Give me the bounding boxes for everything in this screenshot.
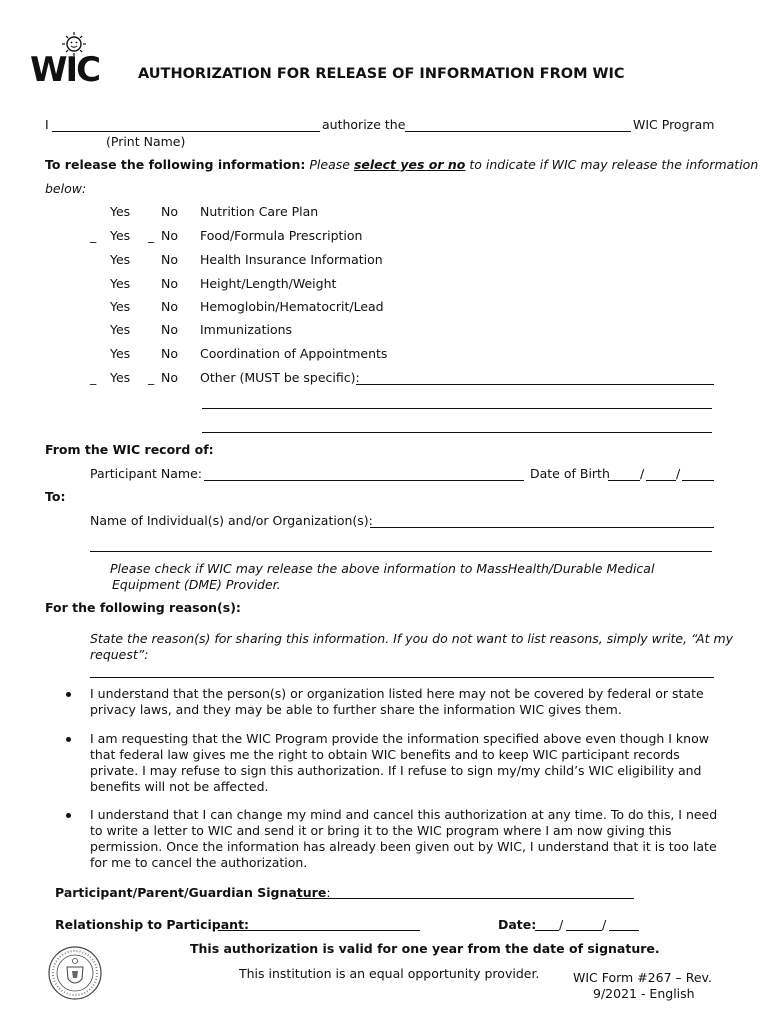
item-label-0: Nutrition Care Plan	[200, 204, 319, 219]
no-mark-1[interactable]: _	[148, 228, 155, 243]
validity-note: This authorization is valid for one year from the date of signature.	[190, 941, 660, 956]
reasons-heading: For the following reason(s):	[45, 600, 241, 615]
bullet-icon	[66, 692, 71, 697]
recipient-name-field-2[interactable]	[90, 551, 712, 552]
reasons-instructions-line2: request”:	[90, 647, 149, 662]
acknowledgement-2-line-0: I understand that I can change my mind and cancel this authorization at any time. To do this, I need	[90, 807, 718, 822]
acknowledgement-1-line-3: benefits will not be affected.	[90, 779, 269, 794]
recipient-name-field[interactable]	[370, 527, 714, 528]
yes-option-3[interactable]: Yes	[110, 276, 131, 291]
acknowledgement-2-line-2: permission. Once the information has already been given out by WIC, I understand that it is too late	[90, 839, 717, 854]
page-title: AUTHORIZATION FOR RELEASE OF INFORMATION FROM WIC	[138, 66, 625, 82]
item-label-5: Immunizations	[200, 322, 293, 337]
release-lead-line2: below:	[45, 181, 87, 196]
equal-opportunity-note: This institution is an equal opportunity provider.	[239, 966, 540, 981]
bullet-icon	[66, 813, 71, 818]
item-label-6: Coordination of Appointments	[200, 346, 388, 361]
date-slash-2: /	[602, 917, 607, 932]
dob-year-field[interactable]	[682, 480, 714, 481]
seal-icon	[47, 945, 103, 1001]
yes-option-2[interactable]: Yes	[110, 252, 131, 267]
signature-field[interactable]	[296, 898, 634, 899]
recipient-name-label: Name of Individual(s) and/or Organization(s):	[90, 513, 373, 528]
acknowledgement-2-line-3: for me to cancel the authorization.	[90, 855, 308, 870]
acknowledgement-0-line-0: I understand that the person(s) or organization listed here may not be covered by federal or state	[90, 686, 704, 701]
dob-day-field[interactable]	[646, 480, 676, 481]
yes-mark-7[interactable]: _	[90, 370, 97, 385]
no-mark-7[interactable]: _	[148, 370, 155, 385]
auth-i: I	[45, 117, 49, 132]
participant-name-field[interactable]	[204, 480, 524, 481]
acknowledgement-0-line-1: privacy laws, and they may be able to further share the information WIC gives them.	[90, 702, 622, 717]
no-option-1[interactable]: No	[161, 228, 178, 243]
date-day-field[interactable]	[566, 930, 602, 931]
dob-slash-1: /	[640, 466, 645, 481]
acknowledgement-2-line-1: to write a letter to WIC and send it or bring it to the WIC program where I am now giving this	[90, 823, 672, 838]
relationship-label: Relationship to Participant:	[55, 917, 250, 932]
to-heading: To:	[45, 489, 66, 504]
from-record-heading: From the WIC record of:	[45, 442, 214, 457]
no-option-5[interactable]: No	[161, 322, 178, 337]
no-option-2[interactable]: No	[161, 252, 178, 267]
dob-slash-2: /	[676, 466, 681, 481]
wic-program-field[interactable]	[405, 131, 631, 132]
state-seal	[47, 945, 103, 1004]
dob-month-field[interactable]	[608, 480, 640, 481]
reasons-instructions-line1: State the reason(s) for sharing this information. If you do not want to list reasons, simply write, “At my	[90, 631, 734, 646]
item-label-3: Height/Length/Weight	[200, 276, 337, 291]
no-option-7[interactable]: No	[161, 370, 178, 385]
yes-mark-1[interactable]: _	[90, 228, 97, 243]
form-number-line2: 9/2021 - English	[593, 986, 695, 1001]
form-number-line1: WIC Form #267 – Rev.	[573, 970, 712, 985]
yes-option-7[interactable]: Yes	[110, 370, 131, 385]
dob-label: Date of Birth	[530, 466, 610, 481]
no-option-6[interactable]: No	[161, 346, 178, 361]
wic-program-text: WIC Program	[633, 117, 715, 132]
reasons-field[interactable]	[90, 677, 714, 678]
participant-name-label: Participant Name:	[90, 466, 202, 481]
date-slash-1: /	[559, 917, 564, 932]
release-lead: To release the following information: Please select yes or no to indicate if WIC may release the information	[45, 157, 759, 172]
item-label-1: Food/Formula Prescription	[200, 228, 363, 243]
item-label-4: Hemoglobin/Hematocrit/Lead	[200, 299, 384, 314]
other-specify-field-2[interactable]	[202, 408, 712, 409]
yes-option-6[interactable]: Yes	[110, 346, 131, 361]
masshealth-note-line1: Please check if WIC may release the above information to MassHealth/Durable Medical	[110, 561, 655, 576]
yes-option-4[interactable]: Yes	[110, 299, 131, 314]
authorize-the-text: authorize the	[322, 117, 406, 132]
yes-option-0[interactable]: Yes	[110, 204, 131, 219]
date-month-field[interactable]	[535, 930, 559, 931]
no-option-0[interactable]: No	[161, 204, 178, 219]
yes-option-1[interactable]: Yes	[110, 228, 131, 243]
acknowledgement-1-line-0: I am requesting that the WIC Program provide the information specified above even though I know	[90, 731, 709, 746]
masshealth-note-line2: Equipment (DME) Provider.	[112, 577, 281, 592]
bullet-icon	[66, 737, 71, 742]
print-name-field[interactable]	[52, 131, 320, 132]
item-label-7: Other (MUST be specific):	[200, 370, 360, 385]
item-label-2: Health Insurance Information	[200, 252, 383, 267]
relationship-field[interactable]	[218, 930, 420, 931]
acknowledgement-1-line-2: private. I may refuse to sign this authorization. If I refuse to sign my/my child’s WIC eligibility and	[90, 763, 702, 778]
other-specify-field-3[interactable]	[202, 432, 712, 433]
no-option-3[interactable]: No	[161, 276, 178, 291]
other-specify-field[interactable]	[356, 384, 714, 385]
no-option-4[interactable]: No	[161, 299, 178, 314]
acknowledgement-1-line-1: that federal law gives me the right to obtain WIC benefits and to keep WIC participant records	[90, 747, 680, 762]
date-year-field[interactable]	[609, 930, 639, 931]
signature-label: Participant/Parent/Guardian Signature:	[55, 885, 331, 900]
date-label: Date:	[498, 917, 537, 932]
yes-option-5[interactable]: Yes	[110, 322, 131, 337]
print-name-caption: (Print Name)	[106, 134, 186, 149]
wic-logo-text: WIC	[30, 50, 100, 90]
